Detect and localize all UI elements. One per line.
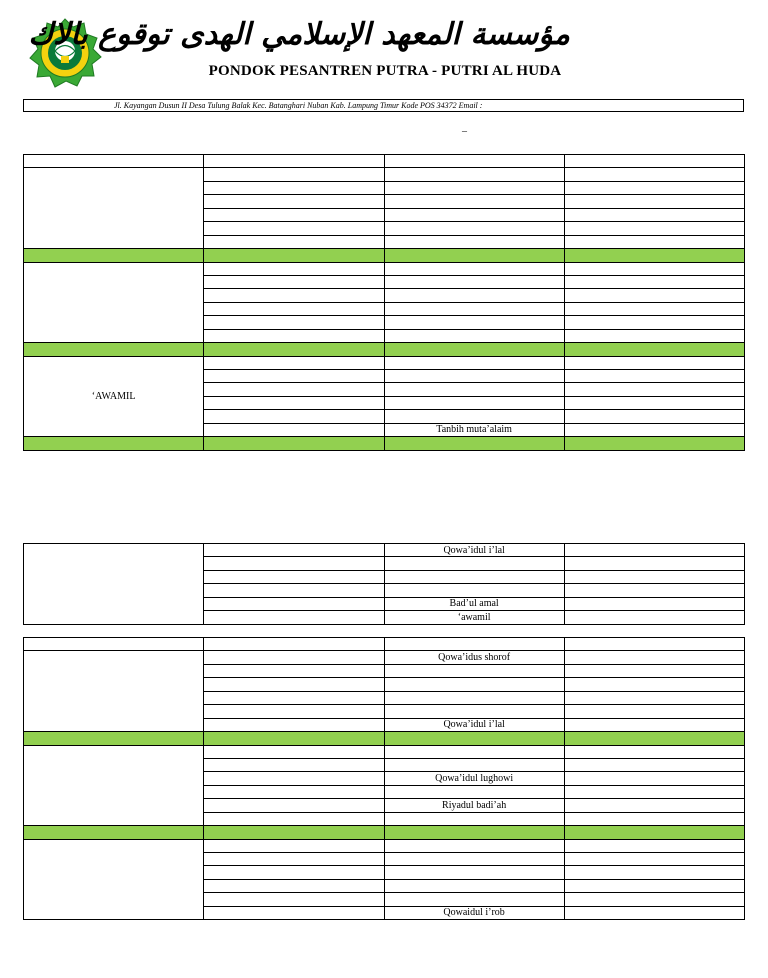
table-cell: [564, 289, 744, 302]
table-cell: [384, 222, 564, 235]
separator-cell: [564, 437, 744, 450]
table-cell: [564, 208, 744, 221]
table-cell: [204, 906, 384, 919]
separator-cell: [204, 249, 384, 262]
table-cell: [564, 893, 744, 906]
table-cell: [564, 235, 744, 248]
table-cell: Qowa’idus shorof: [384, 651, 564, 664]
table-cell: [204, 316, 384, 329]
table-cell: [204, 544, 384, 557]
table-cell: Bad’ul amal: [384, 597, 564, 610]
table-cell: [204, 651, 384, 664]
table-cell: [204, 664, 384, 677]
table-row: [24, 262, 745, 275]
table-cell: [564, 638, 744, 651]
dash-mark: –: [462, 126, 467, 137]
separator-cell: [384, 732, 564, 745]
table-cell: [204, 168, 384, 181]
table-cell: [204, 423, 384, 436]
table-cell: [384, 745, 564, 758]
table-cell: [204, 772, 384, 785]
table-cell: [384, 853, 564, 866]
table-cell: [384, 396, 564, 409]
table-row: [24, 168, 745, 181]
table-cell: [564, 423, 744, 436]
separator-cell: [564, 826, 744, 839]
table-cell: [384, 168, 564, 181]
separator-cell: [384, 343, 564, 356]
table-cell: [384, 302, 564, 315]
table-cell: [204, 302, 384, 315]
separator-cell: [564, 343, 744, 356]
table-cell: [204, 893, 384, 906]
table-cell: [564, 275, 744, 288]
table-cell: [564, 383, 744, 396]
table-cell: [564, 195, 744, 208]
separator-cell: [24, 343, 204, 356]
table-cell: [204, 758, 384, 771]
table-cell: [564, 262, 744, 275]
table-cell: [564, 839, 744, 852]
separator-cell: [204, 437, 384, 450]
table-cell: [564, 181, 744, 194]
table-cell: [564, 396, 744, 409]
address-text: Jl. Kayangan Dusun II Desa Tulung Balak Kec. Batanghari Nuban Kab. Lampung Timur Kode POS 34372 Email :: [114, 101, 483, 110]
table-cell: [204, 383, 384, 396]
table-cell: [384, 785, 564, 798]
table-cell: [564, 329, 744, 342]
separator-cell: [384, 826, 564, 839]
table-cell: [564, 222, 744, 235]
subject-label-cell: [24, 745, 204, 826]
separator-cell: [384, 249, 564, 262]
table-cell: [204, 262, 384, 275]
separator-row: [24, 826, 745, 839]
subject-label-cell: ‘AWAMIL: [24, 356, 204, 437]
subject-label-cell: [24, 651, 204, 732]
table-cell: [204, 396, 384, 409]
table-cell: [204, 584, 384, 597]
table-cell: [204, 208, 384, 221]
table-cell: [204, 557, 384, 570]
table-cell: [564, 168, 744, 181]
table-cell: [204, 410, 384, 423]
schedule-table-2: [23, 543, 745, 625]
table-cell: [384, 262, 564, 275]
separator-cell: [24, 732, 204, 745]
table-cell: [384, 664, 564, 677]
table-cell: [384, 275, 564, 288]
table-cell: [204, 839, 384, 852]
table-cell: [384, 638, 564, 651]
table-cell: [204, 329, 384, 342]
table-cell: Qowaidul i’rob: [384, 906, 564, 919]
separator-cell: [204, 732, 384, 745]
table-cell: [564, 611, 744, 624]
table-cell: [204, 638, 384, 651]
table-cell: [564, 705, 744, 718]
separator-cell: [564, 249, 744, 262]
table-cell: [564, 664, 744, 677]
table-cell: [564, 410, 744, 423]
table-cell: [204, 799, 384, 812]
table-cell: [384, 208, 564, 221]
table-cell: [564, 772, 744, 785]
schedule-table-3: [23, 637, 745, 920]
table-cell: [384, 370, 564, 383]
table-cell: [384, 329, 564, 342]
table-cell: [564, 557, 744, 570]
address-box: [23, 99, 744, 112]
table-cell: [384, 758, 564, 771]
arabic-institution-title: مؤسسة المعهد الإسلامي الهدى توقوع بالاك: [28, 17, 570, 52]
separator-cell: [564, 732, 744, 745]
subject-label-cell: [24, 262, 204, 343]
table-cell: [204, 866, 384, 879]
table-cell: [384, 235, 564, 248]
table-cell: [564, 906, 744, 919]
subject-label-cell: [24, 544, 204, 625]
table-cell: [204, 853, 384, 866]
table-cell: [384, 584, 564, 597]
table-cell: [24, 155, 204, 168]
table-cell: [204, 879, 384, 892]
table-cell: [564, 584, 744, 597]
table-cell: [564, 544, 744, 557]
separator-cell: [204, 343, 384, 356]
table-row: [24, 544, 745, 557]
table-cell: [204, 678, 384, 691]
table-cell: [384, 866, 564, 879]
table-cell: Qowa’idul lughowi: [384, 772, 564, 785]
table-cell: [384, 557, 564, 570]
table-cell: [564, 356, 744, 369]
table-cell: [564, 651, 744, 664]
subject-label-cell: [24, 168, 204, 249]
table-cell: ‘awamil: [384, 611, 564, 624]
table-cell: [564, 718, 744, 731]
table-cell: [384, 289, 564, 302]
separator-cell: [24, 826, 204, 839]
table-cell: [384, 383, 564, 396]
school-name: PONDOK PESANTREN PUTRA - PUTRI AL HUDA: [208, 63, 562, 79]
separator-cell: [24, 437, 204, 450]
table-cell: [204, 691, 384, 704]
header-row: [24, 155, 745, 168]
table-cell: [204, 289, 384, 302]
table-cell: [204, 718, 384, 731]
table-cell: Qowa’idul i’lal: [384, 718, 564, 731]
table-row: [24, 745, 745, 758]
table-cell: [24, 638, 204, 651]
table-cell: [564, 879, 744, 892]
table-cell: [204, 370, 384, 383]
table-cell: [384, 410, 564, 423]
table-cell: [564, 866, 744, 879]
separator-cell: [204, 826, 384, 839]
separator-cell: [24, 249, 204, 262]
table-cell: [564, 799, 744, 812]
table-cell: [384, 812, 564, 825]
table-cell: [384, 155, 564, 168]
table-cell: [204, 785, 384, 798]
table-cell: [384, 839, 564, 852]
table-cell: [564, 302, 744, 315]
table-cell: [564, 570, 744, 583]
table-cell: [384, 879, 564, 892]
table-cell: [564, 758, 744, 771]
table-cell: [204, 235, 384, 248]
separator-row: [24, 249, 745, 262]
table-cell: [204, 181, 384, 194]
table-cell: [204, 812, 384, 825]
separator-row: [24, 732, 745, 745]
table-cell: [384, 356, 564, 369]
table-cell: [384, 195, 564, 208]
table-cell: [204, 705, 384, 718]
table-cell: [384, 893, 564, 906]
table-cell: [204, 275, 384, 288]
table-cell: [204, 155, 384, 168]
separator-row: [24, 437, 745, 450]
table-cell: [384, 705, 564, 718]
table-row: [24, 839, 745, 852]
table-cell: [564, 597, 744, 610]
table-cell: Riyadul badi’ah: [384, 799, 564, 812]
table-cell: [564, 785, 744, 798]
table-cell: [384, 691, 564, 704]
table-cell: [384, 181, 564, 194]
table-cell: [564, 812, 744, 825]
table-row: [24, 356, 745, 369]
table-cell: [204, 597, 384, 610]
table-cell: [564, 370, 744, 383]
table-cell: [564, 316, 744, 329]
separator-cell: [384, 437, 564, 450]
header-row: [24, 638, 745, 651]
table-cell: [564, 155, 744, 168]
table-cell: [204, 570, 384, 583]
table-cell: [204, 611, 384, 624]
table-cell: [564, 745, 744, 758]
table-cell: [384, 570, 564, 583]
table-cell: [564, 678, 744, 691]
table-row: [24, 651, 745, 664]
subject-label-cell: [24, 839, 204, 920]
table-cell: [564, 691, 744, 704]
table-cell: [564, 853, 744, 866]
schedule-table-1: [23, 154, 745, 451]
table-cell: Tanbih muta’alaim: [384, 423, 564, 436]
table-cell: [384, 678, 564, 691]
table-cell: [204, 745, 384, 758]
table-cell: [204, 222, 384, 235]
table-cell: [204, 195, 384, 208]
separator-row: [24, 343, 745, 356]
table-cell: Qowa’idul i’lal: [384, 544, 564, 557]
table-cell: [204, 356, 384, 369]
table-cell: [384, 316, 564, 329]
